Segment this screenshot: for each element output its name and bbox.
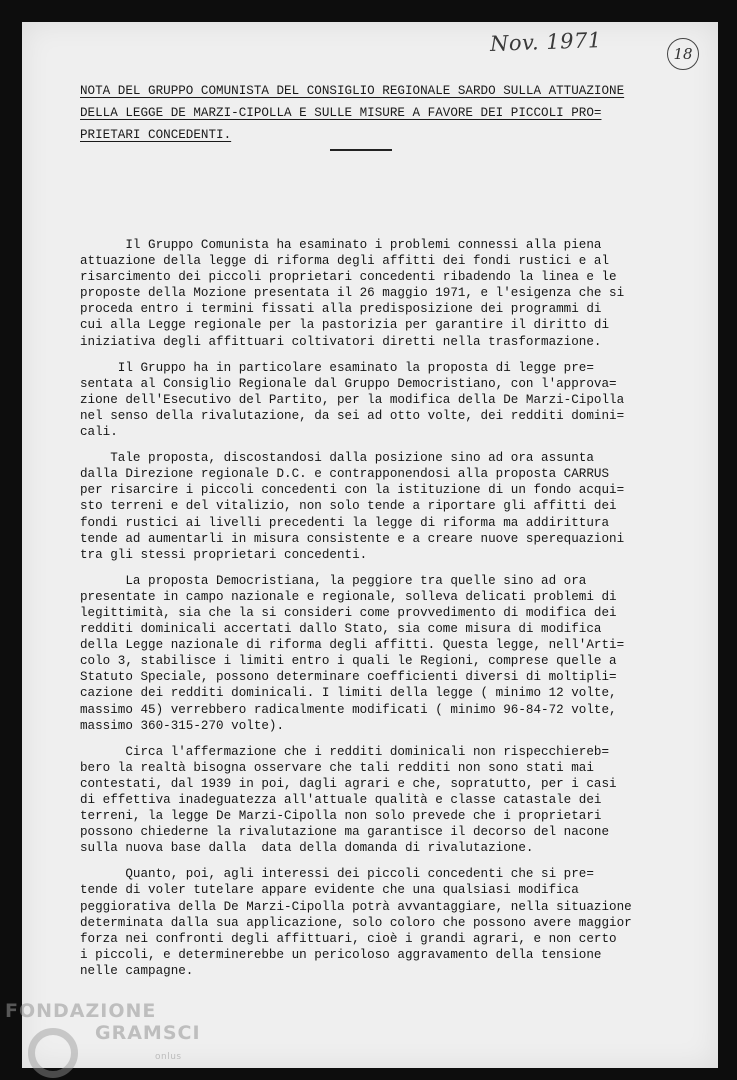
text-line: massimo 45) verrebbero radicalmente modificati ( minimo 96-84-72 volte,	[80, 702, 617, 717]
text-line: Circa l'affermazione che i redditi dominicali non rispecchiereb=	[80, 744, 610, 759]
text-line: tra gli stessi proprietari concedenti.	[80, 547, 368, 562]
text-line: di effettiva inadeguatezza all'attuale qualità e classe catastale dei	[80, 793, 602, 807]
text-line: determinata dalla sua applicazione, solo coloro che possono avere maggior	[80, 915, 632, 930]
text-line: Tale proposta, discostandosi dalla posizione sino ad ora assunta	[80, 451, 594, 466]
text-line: colo 3, stabilisce i limiti entro i quali le Regioni, comprese quelle a	[80, 654, 617, 669]
watermark-line2: GRAMSCI	[95, 1022, 201, 1044]
paragraph	[80, 573, 680, 734]
text-line: iniziativa degli affittuari coltivatori diretti nella trasformazione.	[80, 334, 602, 349]
document-body	[80, 237, 680, 979]
text-line: sto terreni e del vitalizio, non solo tende a riportare gli affitti dei	[80, 499, 617, 514]
page-number-badge	[667, 38, 699, 70]
paragraph	[80, 744, 680, 857]
paragraph	[80, 450, 680, 563]
text-line: sulla nuova base dalla data della domanda di rivalutazione.	[80, 841, 534, 856]
watermark	[5, 1000, 201, 1062]
paragraph-gap	[80, 350, 680, 360]
paragraph-gap	[80, 563, 680, 573]
text-line: proposte della Mozione presentata il 26 maggio 1971, e l'esigenza che si	[80, 286, 625, 301]
paragraph-gap	[80, 440, 680, 450]
text-line: cui alla Legge regionale per la pastorizia per garantire il diritto di	[80, 318, 610, 333]
text-line: fondi rustici ai livelli precedenti la legge di riforma ma addirittura	[80, 515, 610, 530]
text-line: zione dell'Esecutivo del Partito, per la modifica della De Marzi-Cipolla	[80, 392, 625, 407]
watermark-line1: FONDAZIONE	[5, 1000, 157, 1022]
text-line: cali.	[80, 425, 118, 440]
text-line: per risarcire i piccoli concedenti con la istituzione di un fondo acqui=	[80, 483, 625, 498]
text-line: tende ad aumentarli in misura consistente e a creare nuove sperequazioni	[80, 531, 625, 546]
text-line: Quanto, poi, agli interessi dei piccoli concedenti che si pre=	[80, 867, 594, 882]
text-line: Il Gruppo ha in particolare esaminato la proposta di legge pre=	[80, 360, 594, 375]
text-line: possono chiederne la rivalutazione ma garantisce il decorso del nacone	[80, 825, 610, 840]
watermark-line3: onlus	[155, 1052, 182, 1062]
text-line: terreni, la legge De Marzi-Cipolla non solo prevede che i proprietari	[80, 809, 602, 824]
text-line: contestati, dal 1939 in poi, dagli agrari e che, sopratutto, per i casi	[80, 776, 617, 791]
paragraph	[80, 866, 680, 979]
text-line: redditi dominicali accertati dallo Stato, sia come misura di modifica	[80, 622, 602, 637]
text-line: i piccoli, e determinerebbe un pericoloso aggravamento della tensione	[80, 947, 602, 962]
text-line: bero la realtà bisogna osservare che tali redditi non sono stati mai	[80, 760, 594, 775]
text-line: sentata al Consiglio Regionale dal Gruppo Democristiano, con l'approva=	[80, 376, 617, 391]
text-line: massimo 360-315-270 volte).	[80, 718, 285, 733]
text-line: della Legge nazionale di riforma degli affitti. Questa legge, nell'Arti=	[80, 638, 625, 653]
text-line: La proposta Democristiana, la peggiore tra quelle sino ad ora	[80, 573, 587, 588]
text-line: attuazione della legge di riforma degli affitti dei fondi rustici e al	[80, 254, 610, 269]
document-heading	[80, 80, 670, 146]
text-line: presentate in campo nazionale e regionale, solleva delicati problemi di	[80, 589, 617, 604]
text-line: Il Gruppo Comunista ha esaminato i problemi connessi alla piena	[80, 238, 602, 252]
text-line: nel senso della rivalutazione, da sei ad otto volte, dei redditi domini=	[80, 408, 625, 423]
text-line: proceda entro i termini fissati alla predisposizione dei programmi di	[80, 302, 602, 317]
text-line: nelle campagne.	[80, 963, 194, 978]
paragraph	[80, 360, 680, 440]
text-line: dalla Direzione regionale D.C. e contrapponendosi alla proposta CARRUS	[80, 467, 610, 482]
text-line: cazione dei redditi dominicali. I limiti della legge ( minimo 12 volte,	[80, 686, 617, 701]
paragraph-gap	[80, 734, 680, 744]
paragraph-gap	[80, 856, 680, 866]
heading-divider	[330, 149, 392, 151]
text-line: Statuto Speciale, possono determinare coefficienti diversi di moltipli=	[80, 670, 617, 685]
paragraph	[80, 237, 680, 350]
handwritten-date: Nov. 1971	[489, 28, 603, 56]
text-line: peggiorativa della De Marzi-Cipolla potrà avvantaggiare, nella situazione	[80, 899, 632, 914]
page-number: 18	[673, 45, 693, 63]
text-line: risarcimento dei piccoli proprietari concedenti ribadendo la linea e le	[80, 270, 617, 285]
heading-line: DELLA LEGGE DE MARZI-CIPOLLA E SULLE MISURE A FAVORE DEI PICCOLI PRO=	[80, 106, 602, 120]
text-line: tende di voler tutelare appare evidente che una qualsiasi modifica	[80, 883, 579, 898]
text-line: forza nei confronti degli affittuari, cioè i grandi agrari, e non certo	[80, 931, 617, 946]
heading-line: NOTA DEL GRUPPO COMUNISTA DEL CONSIGLIO REGIONALE SARDO SULLA ATTUAZIONE	[80, 84, 625, 98]
text-line: legittimità, sia che la si consideri come provvedimento di modifica dei	[80, 605, 617, 620]
heading-line: PRIETARI CONCEDENTI.	[80, 128, 232, 142]
